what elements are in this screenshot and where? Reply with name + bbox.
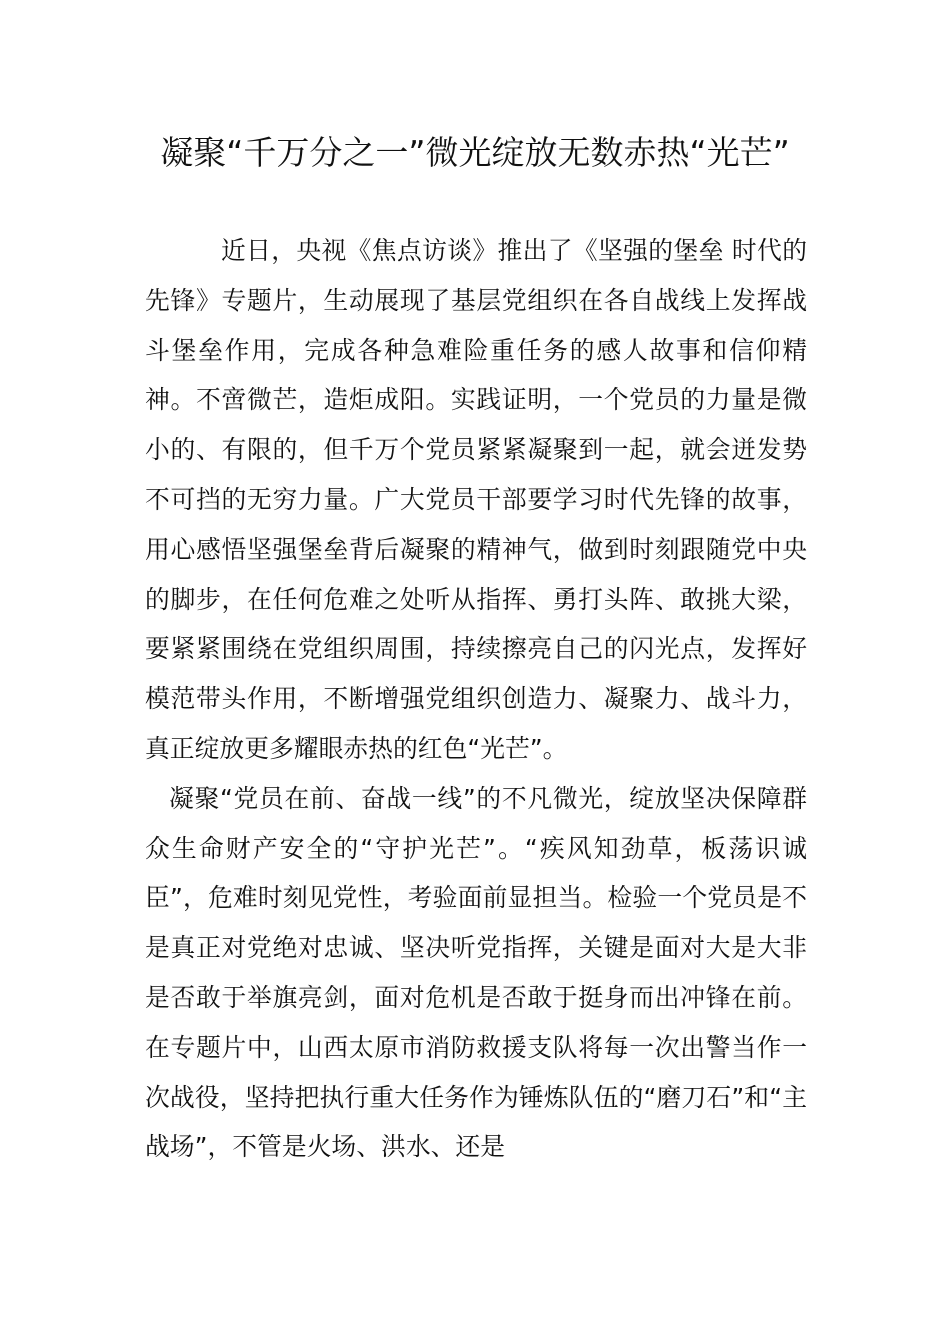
document-body (145, 226, 807, 1172)
document-title: 凝聚“千万分之一”微光绽放无数赤热“光芒” (160, 133, 790, 172)
paragraph-2: 凝聚“党员在前、奋战一线”的不凡微光，绽放坚决保障群众生命财产安全的“守护光芒”。“疾风知劲草，板荡识诚臣”，危难时刻见党性，考验面前显担当。检验一个党员是不是真正对党绝对忠诚、坚决听党指挥，关键是面对大是大非是否敢于举旗亮剑，面对危机是否敢于挺身而出冲锋在前。在专题片中，山西太原市消防救援支队将每一次出警当作一次战役，坚持把执行重大任务作为锤炼队伍的“磨刀石”和“主战场”，不管是火场、洪水、还是 (145, 783, 807, 1162)
paragraph-1: 近日，央视《焦点访谈》推出了《坚强的堡垒 时代的先锋》专题片，生动展现了基层党组织在各自战线上发挥战斗堡垒作用，完成各种急难险重任务的感人故事和信仰精神。不啻微芒，造炬成阳。实践证明，一个党员的力量是微小的、有限的，但千万个党员紧紧凝聚到一起，就会迸发势不可挡的无穷力量。广大党员干部要学习时代先锋的故事，用心感悟坚强堡垒背后凝聚的精神气，做到时刻跟随党中央的脚步，在任何危难之处听从指挥、勇打头阵、敢挑大梁，要紧紧围绕在党组织周围，持续擦亮自己的闪光点，发挥好模范带头作用，不断增强党组织创造力、凝聚力、战斗力，真正绽放更多耀眼赤热的红色“光芒”。 (145, 236, 807, 763)
